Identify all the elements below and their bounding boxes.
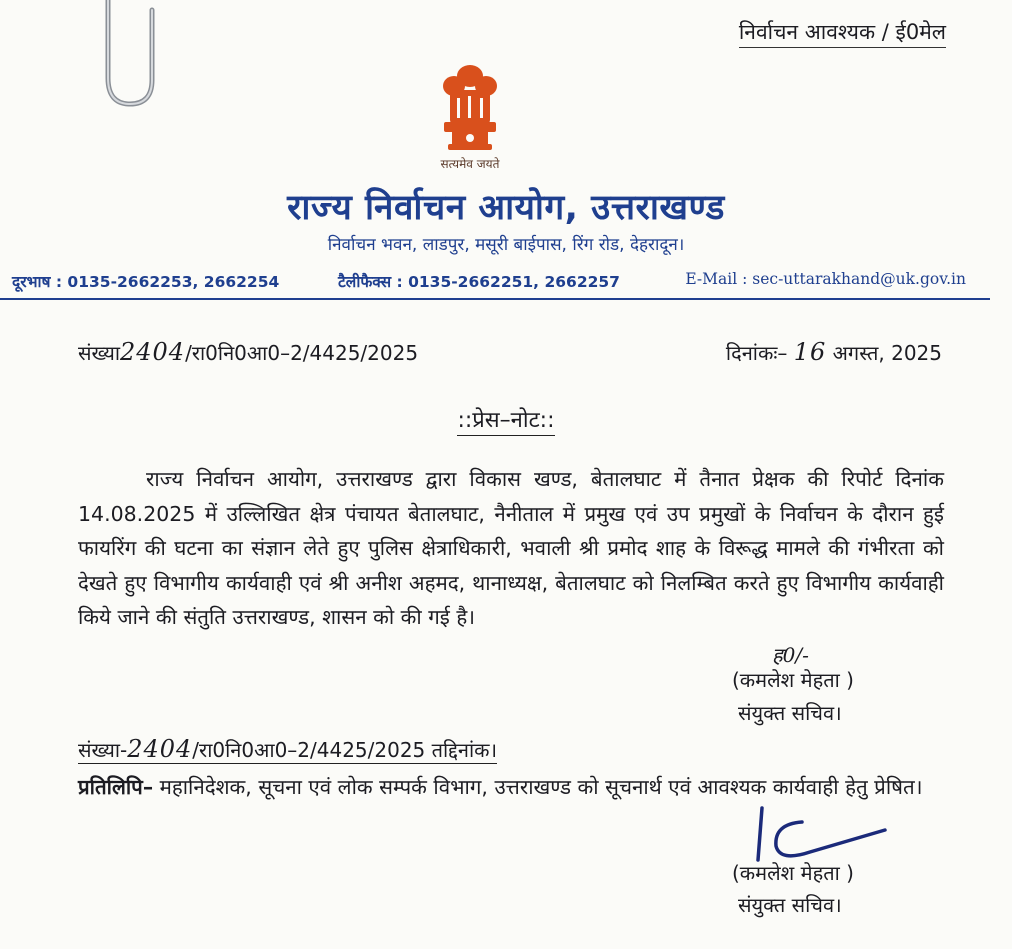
reference-date: [726, 338, 942, 366]
press-note-title-text: ::प्रेस–नोट::: [457, 408, 554, 436]
copy-ref-prefix: संख्या-: [78, 738, 128, 762]
press-note-body: राज्य निर्वाचन आयोग, उत्तराखण्ड द्वारा विकास खण्ड, बेतालघाट में तैनात प्रेक्षक की रिपोर्ट दिनांक 14.08.2025 में उल्लिखित क्षेत्र पंचायत बेतालघाट, नैनीताल में प्रमुख एवं उप प्रमुखों के निर्वाचन के दौरान हुई फायरिंग की घटना का संज्ञान लेते हुए पुलिस क्षेत्राधिकारी, भवाली श्री प्रमोद शाह के विरूद्ध मामले की गंभीरता को देखते हुए विभागीय कार्यवाही एवं श्री अनीश अहमद, थानाध्यक्ष, बेतालघाट को निलम्बित करते हुए विभागीय कार्यवाही किये जाने की संतुति उत्तराखण्ड, शासन को की गई है।: [78, 467, 944, 629]
copy-reference-number: [78, 735, 497, 764]
copy-lead: प्रतिलिपि–: [78, 775, 154, 799]
signatory-designation-2: संयुक्त सचिव।: [738, 893, 842, 917]
signatory-name-2: (कमलेश मेहता ): [732, 861, 854, 885]
paper-clip-icon: [100, 0, 162, 112]
copy-ref-handwritten-number: 2404: [127, 735, 193, 763]
reference-suffix: /रा0नि0आ0–2/4425/2025: [185, 341, 419, 365]
date-handwritten-day: 16: [793, 338, 827, 366]
press-note-title: [0, 404, 1012, 434]
email-address: E-Mail : sec-uttarakhand@uk.gov.in: [685, 270, 966, 288]
letterhead-divider: [0, 298, 990, 300]
top-note: निर्वाचन आवश्यक / ई0मेल: [739, 18, 946, 48]
copy-body: महानिदेशक, सूचना एवं लोक सम्पर्क विभाग, उत्तराखण्ड को सूचनार्थ एवं आवश्यक कार्यवाही हेतु प्रेषित।: [153, 775, 923, 799]
national-emblem-icon: [430, 60, 510, 168]
reference-number: [78, 338, 418, 366]
reference-prefix: संख्या: [78, 341, 120, 365]
telefax-numbers: टैलीफैक्स : 0135-2662251, 2662257: [338, 273, 620, 291]
copy-ref-suffix: /रा0नि0आ0–2/4425/2025 तद्दिनांक।: [192, 738, 498, 762]
emblem-motto: सत्यमेव जयते: [440, 157, 500, 171]
signatory-designation: संयुक्त सचिव।: [738, 701, 842, 725]
organization-title: राज्य निर्वाचन आयोग, उत्तराखण्ड: [287, 188, 725, 228]
signature-mark: ह0/-: [772, 643, 809, 667]
reference-handwritten-number: 2404: [120, 338, 186, 366]
date-prefix: दिनांकः–: [725, 341, 788, 365]
organization-address: निर्वाचन भवन, लाडपुर, मसूरी बाईपास, रिंग रोड, देहरादून।: [327, 235, 685, 255]
phone-numbers: दूरभाष : 0135-2662253, 2662254: [12, 273, 280, 291]
date-suffix: अगस्त, 2025: [832, 341, 942, 365]
signatory-name: (कमलेश मेहता ): [732, 668, 854, 692]
